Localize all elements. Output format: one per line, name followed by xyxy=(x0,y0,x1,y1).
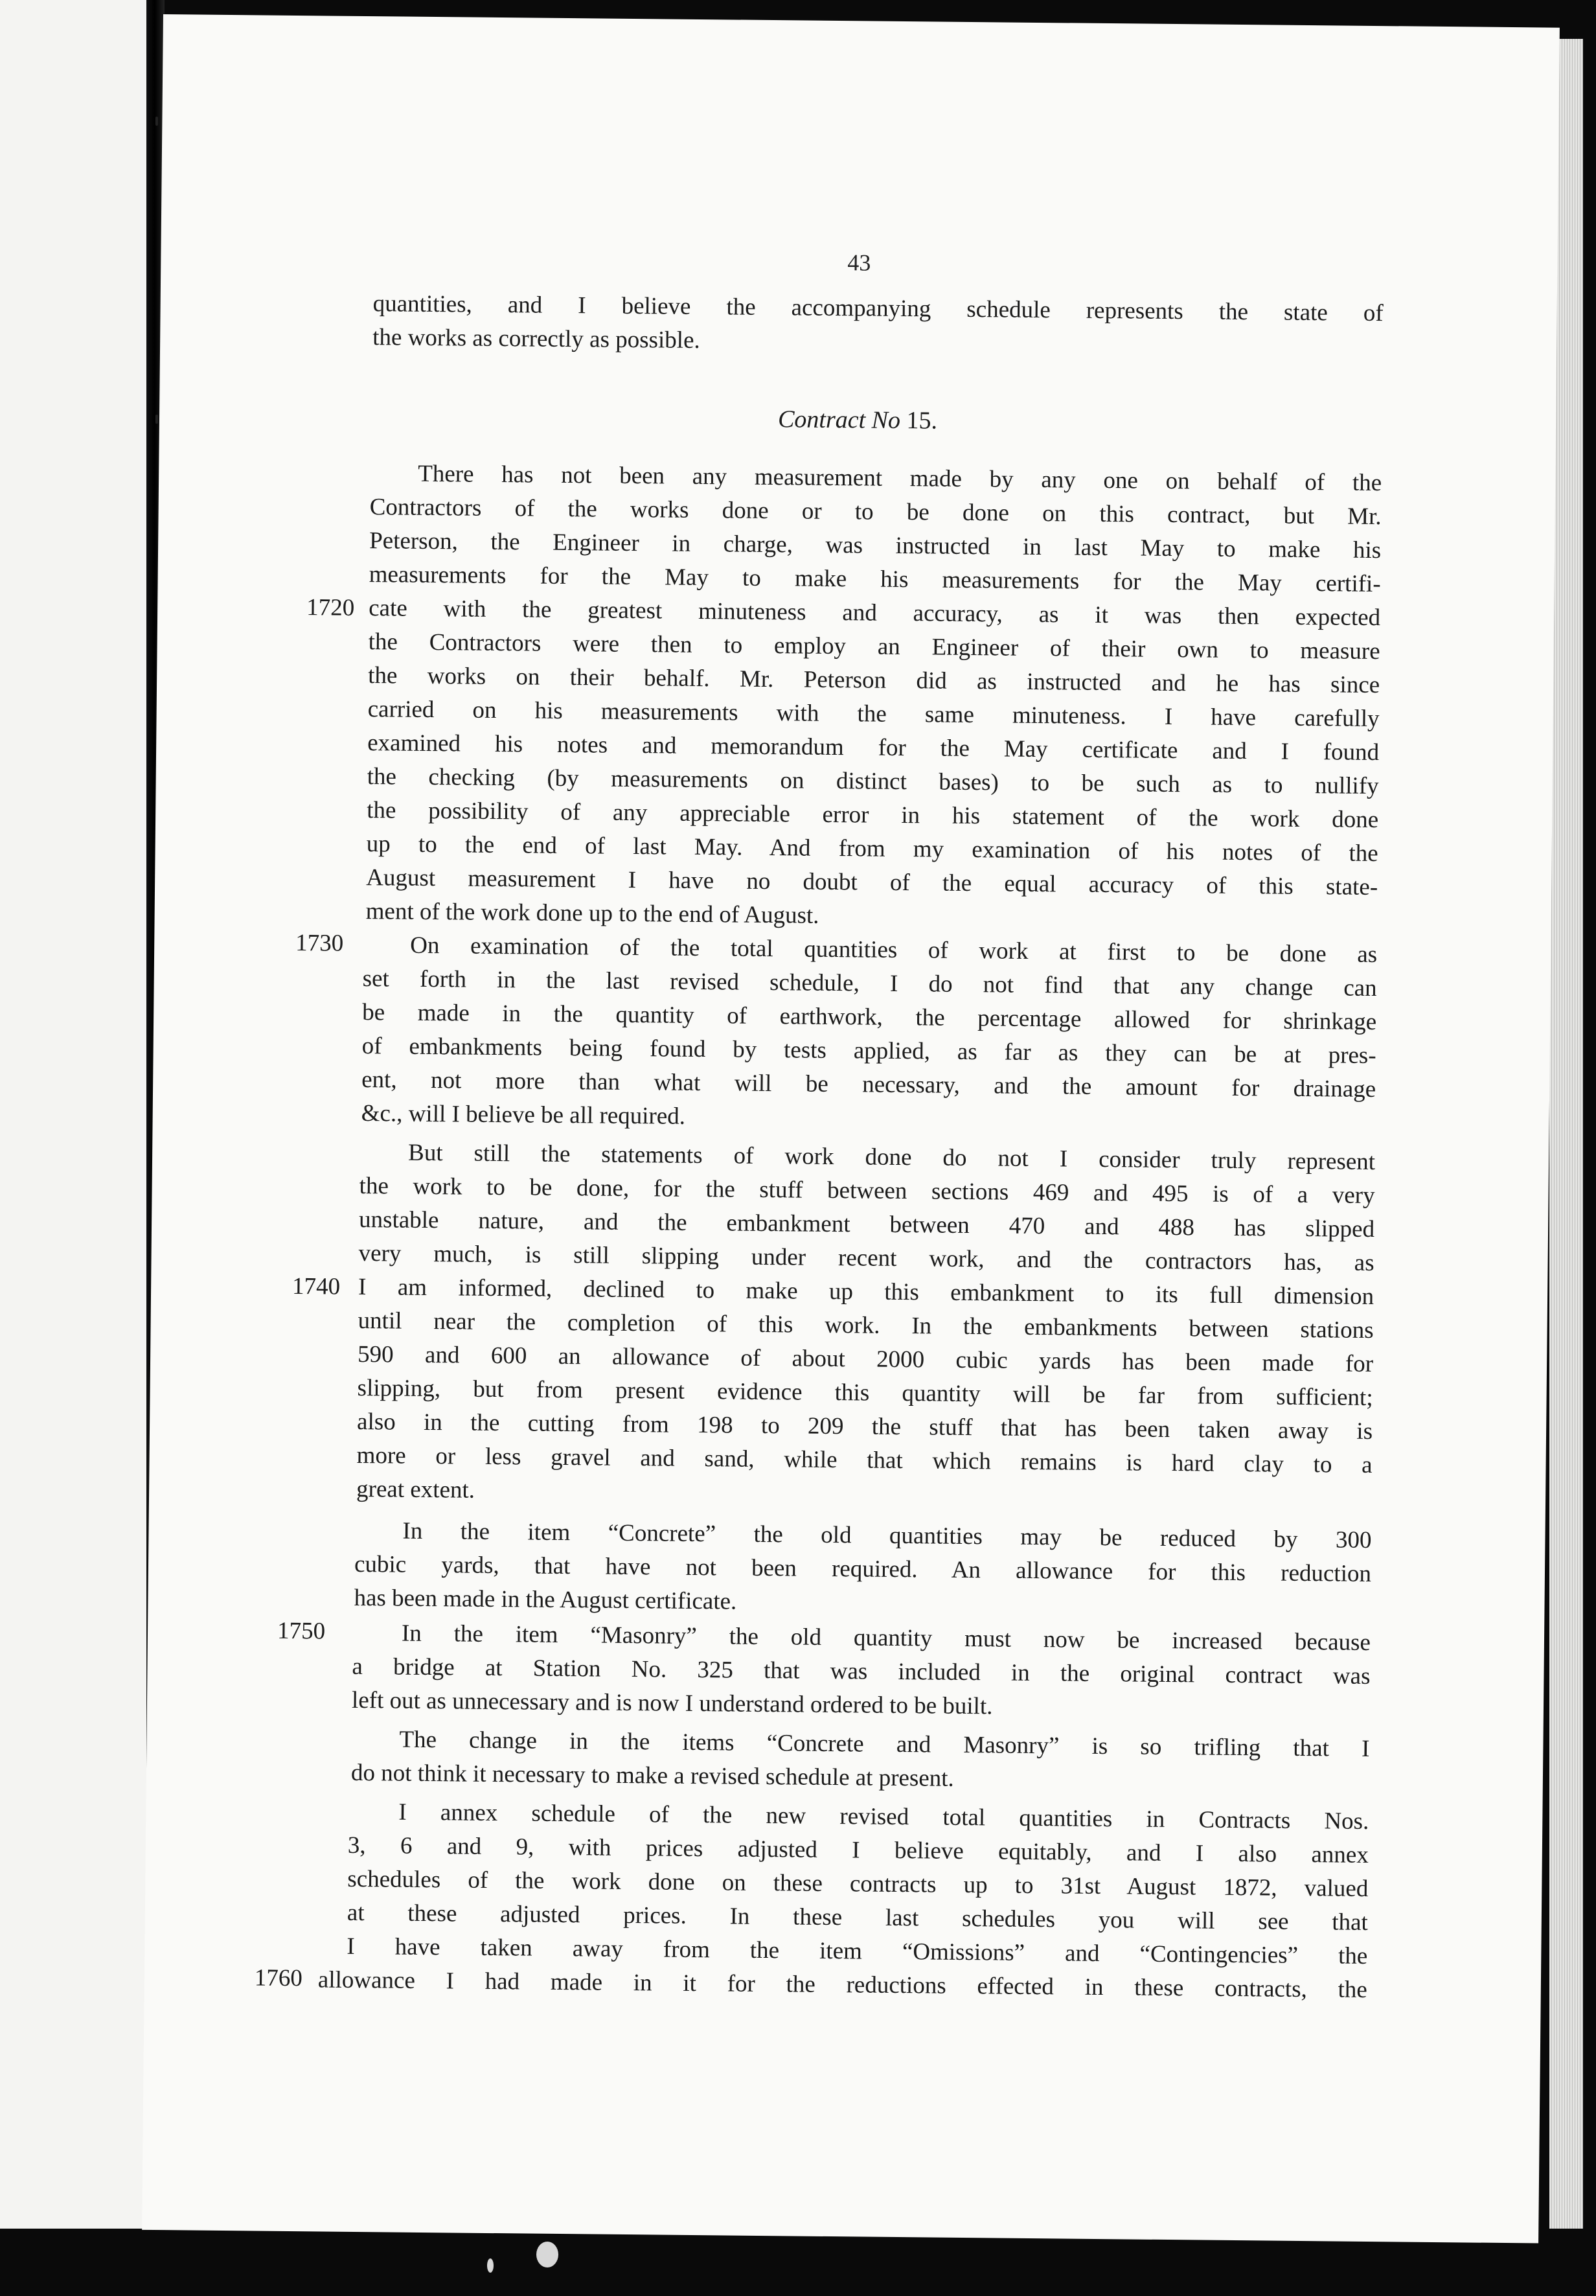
text-line: schedules of the work done on these contracts up to 31st August 1872, valued xyxy=(347,1865,1369,1902)
text-line: at these adjusted prices. In these last schedules you will see that xyxy=(347,1899,1369,1936)
scan-blot xyxy=(536,2242,558,2267)
text-line: 3, 6 and 9, with prices adjusted I believe equitably, and I also annex xyxy=(347,1831,1369,1868)
text-line: slipping, but from present evidence this quantity will be far from sufficient; xyxy=(357,1374,1373,1412)
text-line: the work to be done, for the stuff between sections 469 and 495 is of a very xyxy=(359,1172,1375,1210)
text-line: I am informed, declined to make up this embankment to its full dimension xyxy=(358,1273,1374,1311)
page-number: 43 xyxy=(847,249,871,276)
text-line: very much, is still slipping under recent work, and the contractors has, as xyxy=(358,1239,1374,1277)
heading-label: Contract No xyxy=(777,406,901,434)
text-line: cate with the greatest minuteness and accuracy, as it was then expected xyxy=(369,595,1381,632)
text-line: cubic yards, that have not been required. An allowance for this reduction xyxy=(354,1550,1372,1588)
text-line: up to the end of last May. And from my examination of his notes of the xyxy=(366,831,1378,867)
text-line: The change in the items “Concrete and Masonry” is so trifling that I xyxy=(399,1726,1370,1762)
text-line: examined his notes and memorandum for the May certificate and I found xyxy=(367,729,1380,766)
text-line: In the item “Masonry” the old quantity must now be increased because xyxy=(401,1620,1371,1657)
spine-mark xyxy=(155,415,158,424)
scan-blot xyxy=(487,2258,494,2273)
text-line: also in the cutting from 198 to 209 the stuff that has been taken away is xyxy=(356,1408,1373,1445)
line-number: 1750 xyxy=(277,1617,326,1645)
text-line: the works as correctly as possible. xyxy=(372,324,700,354)
text-line: the possibility of any appreciable error in his statement of the work done xyxy=(367,797,1379,834)
text-line: be made in the quantity of earthwork, the percentage allowed for shrinkage xyxy=(362,999,1377,1036)
line-number: 1740 xyxy=(291,1273,341,1300)
text-line: a bridge at Station No. 325 that was included in the original contract was xyxy=(352,1653,1371,1690)
text-line: But still the statements of work done do not I consider truly represent xyxy=(407,1139,1376,1176)
text-line: carried on his measurements with the same minuteness. I have carefully xyxy=(367,696,1380,733)
text-line: measurements for the May to make his measurements for the May certifi- xyxy=(369,561,1381,598)
text-line: quantities, and I believe the accompanying schedule represents the state of xyxy=(372,290,1384,327)
text-line: the works on their behalf. Mr. Peterson did as instructed and he has since xyxy=(368,662,1380,699)
text-line: unstable nature, and the embankment between 470 and 488 has slipped xyxy=(358,1206,1375,1243)
spine-mark xyxy=(155,117,158,126)
left-facing-page xyxy=(0,0,150,2296)
text-line: &c., will I believe be all required. xyxy=(361,1100,686,1130)
text-line: until near the completion of this work. In the embankments between stations xyxy=(358,1307,1374,1344)
text-line: more or less gravel and sand, while that which remains is hard clay to a xyxy=(356,1441,1373,1479)
document-page xyxy=(142,14,1560,2244)
text-line: great extent. xyxy=(356,1475,475,1504)
text-line: August measurement I have no doubt of the equal accuracy of this state- xyxy=(366,864,1378,901)
text-line: allowance I had made in it for the reductions effected in these contracts, the xyxy=(317,1966,1368,2003)
section-heading xyxy=(159,399,1556,441)
text-line: set forth in the last revised schedule, I do not find that any change can xyxy=(362,965,1377,1002)
text-line: I have taken away from the item “Omissions” and “Contingencies” the xyxy=(347,1933,1368,1969)
line-number: 1760 xyxy=(254,1964,303,1992)
text-line: 590 and 600 an allowance of about 2000 cubic yards has been made for xyxy=(357,1340,1374,1378)
text-line: On examination of the total quantities of work at first to be done as xyxy=(410,932,1378,969)
line-number: 1720 xyxy=(306,594,355,621)
text-line: In the item “Concrete” the old quantities may be reduced by 300 xyxy=(402,1517,1372,1554)
text-line: of embankments being found by tests applied, as far as they can be at pres- xyxy=(361,1033,1376,1070)
text-line: the Contractors were then to employ an Engineer of their own to measure xyxy=(368,628,1380,665)
text-line: do not think it necessary to make a revised schedule at present. xyxy=(350,1759,954,1792)
line-number: 1730 xyxy=(295,930,344,957)
text-line: has been made in the August certificate. xyxy=(354,1584,737,1615)
text-line: ent, not more than what will be necessary, and the amount for drainage xyxy=(361,1066,1376,1103)
text-line: left out as unnecessary and is now I understand ordered to be built. xyxy=(351,1686,993,1720)
text-line: the checking (by measurements on distinct bases) to be such as to nullify xyxy=(367,763,1379,800)
text-line: Peterson, the Engineer in charge, was instructed in last May to make his xyxy=(369,527,1382,564)
text-line: ment of the work done up to the end of August. xyxy=(365,898,819,929)
text-line: I annex schedule of the new revised total quantities in Contracts Nos. xyxy=(398,1798,1369,1835)
text-line: Contractors of the works done or to be done on this contract, but Mr. xyxy=(369,494,1382,531)
text-line: There has not been any measurement made by any one on behalf of the xyxy=(418,460,1382,497)
heading-number: 15. xyxy=(906,407,938,435)
